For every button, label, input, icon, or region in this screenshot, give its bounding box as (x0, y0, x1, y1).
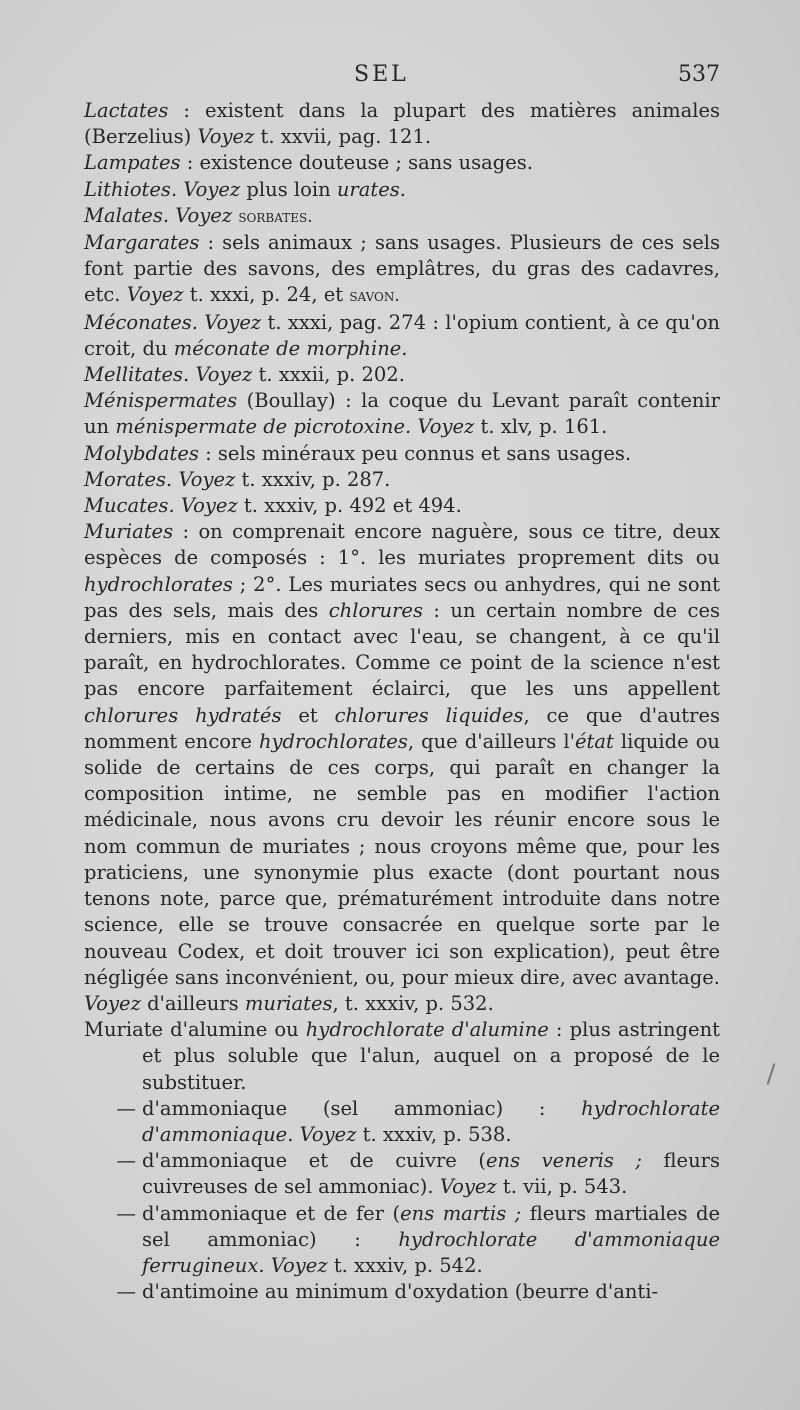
subentry-ammoniaque-cuivre: — d'ammoniaque et de cuivre (ens veneris ; fleurs cuivreuses de sel ammoniac). Voyez t. vii, p. 543. (116, 1149, 720, 1199)
entry-lampates: Lampates : existence douteuse ; sans usages. (84, 151, 533, 175)
entry-morates: Morates. Voyez t. xxxiv, p. 287. (84, 467, 391, 491)
entry-mellitates: Mellitates. Voyez t. xxxii, p. 202. (84, 363, 405, 387)
margin-pencil-mark (767, 1063, 776, 1085)
entry-muriate-alumine: Muriate d'alumine ou hydrochlorate d'alumine : plus astringent et plus soluble que l'alun, auquel on a proposé de le substituer. (84, 1018, 720, 1094)
entry-molybdates: Molybdates : sels minéraux peu connus et sans usages. (84, 441, 632, 465)
subentry-antimoine: — d'antimoine au minimum d'oxydation (beurre d'anti- (116, 1280, 659, 1304)
entry-lithiotes: Lithiotes. Voyez plus loin urates. (84, 177, 406, 201)
page-number: 537 (678, 62, 720, 87)
book-page (84, 62, 720, 1305)
page-header (84, 62, 720, 92)
subentry-ammoniaque: — d'ammoniaque (sel ammoniac) : hydrochlorate d'ammoniaque. Voyez t. xxxiv, p. 538. (116, 1096, 720, 1146)
subentry-ammoniaque-fer: — d'ammoniaque et de fer (ens martis ; fleurs martiales de sel ammoniac) : hydrochlorate d'ammoniaque ferrugineux. Voyez t. xxxiv, p. 542. (116, 1201, 721, 1277)
entry-margarates: Margarates : sels animaux ; sans usages. Plusieurs de ces sels font partie des savons, des emplâtres, du gras des cadavres, etc. Voyez t. xxxi, p. 24, et savon. (84, 231, 720, 307)
entry-malates: Malates. Voyez sorbates. (84, 203, 313, 227)
entry-lactates: Lactates : existent dans la plupart des matières animales (Berzelius) Voyez t. xxvii, pag. 121. (84, 99, 720, 149)
entry-meconates: Méconates. Voyez t. xxxi, pag. 274 : l'opium contient, à ce qu'on croit, du méconate de morphine. (84, 310, 720, 360)
running-title: SEL (354, 62, 409, 87)
entry-mucates: Mucates. Voyez t. xxxiv, p. 492 et 494. (84, 494, 462, 518)
entry-menispermates: Ménispermates (Boullay) : la coque du Levant paraît contenir un ménispermate de picrotoxine. Voyez t. xlv, p. 161. (84, 389, 720, 439)
entry-muriates: Muriates : on comprenait encore naguère, sous ce titre, deux espèces de composés : 1°. les muriates proprement dits ou hydrochlorates ; 2°. Les muriates secs ou anhydres, qui ne sont pas des sels, mais des chlorures : un certain nombre de ces derniers, mis en contact avec l'eau, se changent, à ce qu'il paraît, en hydrochlorates. Comme ce point de la science n'est pas encore parfaitement éclairci, que les uns appellent chlorures hydratés et chlorures liquides, ce que d'autres nomment encore hydrochlorates, que d'ailleurs l'état liquide ou solide de certains de ces corps, qui paraît en changer la composition intime, ne semble pas en modifier l'action médicinale, nous avons cru devoir les réunir encore sous le nom commun de muriates ; nous croyons même que, pour les praticiens, une synonymie plus exacte (dont pourtant nous tenons note, parce que, prématurément introduite dans notre science, elle se trouve consacrée en quelque sorte par le nouveau Codex, et doit trouver ici son explication), peut être négligée sans inconvénient, ou, pour mieux dire, avec avantage. Voyez d'ailleurs muriates, t. xxxiv, p. 532. (84, 520, 721, 1015)
